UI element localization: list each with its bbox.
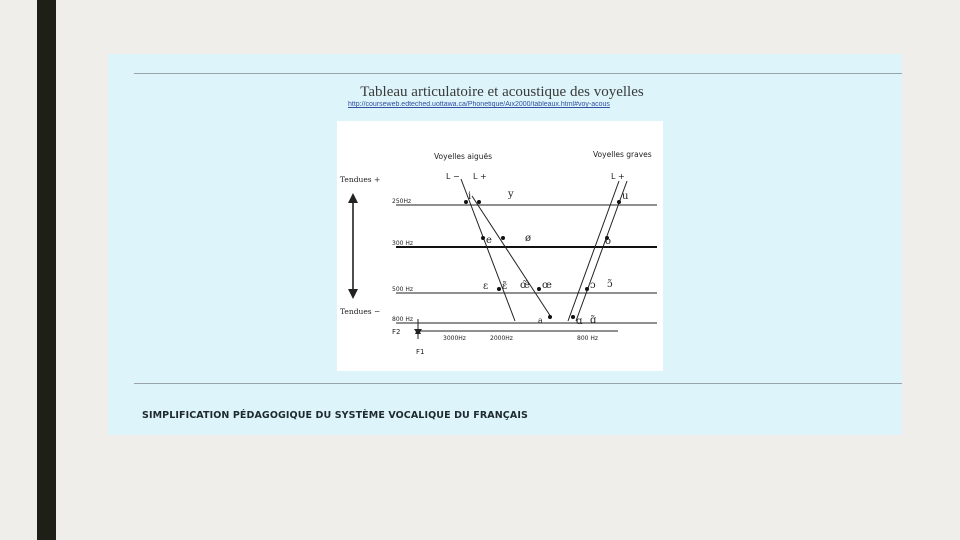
vowel-e: e bbox=[486, 235, 492, 246]
vowel-points bbox=[464, 200, 621, 319]
point-y bbox=[477, 200, 481, 204]
slide-title: Tableau articulatoire et acoustique des voyelles bbox=[360, 84, 644, 100]
f2-tick-3000: 3000Hz bbox=[443, 335, 466, 342]
lip-label-3: L + bbox=[611, 172, 625, 181]
f1-tick-800: 800 Hz bbox=[392, 316, 414, 323]
vowel-alpha-nasal: ɑ̃ bbox=[590, 315, 597, 326]
slide-image bbox=[108, 54, 902, 435]
lip-label-2: L + bbox=[473, 172, 487, 181]
vowel-y: y bbox=[508, 189, 514, 200]
vowel-open-o: ɔ bbox=[590, 280, 596, 291]
point-u bbox=[617, 200, 621, 204]
lip-label-1: L − bbox=[446, 172, 460, 181]
slide-caption: SIMPLIFICATION PÉDAGOGIQUE DU SYSTÈME VOCALIQUE DU FRANÇAIS bbox=[142, 410, 528, 421]
line-back bbox=[568, 181, 619, 321]
header-grave: Voyelles graves bbox=[593, 150, 652, 159]
f2-tick-2000: 2000Hz bbox=[490, 335, 513, 342]
f1-tick-250: 250Hz bbox=[392, 198, 412, 205]
point-o-slash bbox=[501, 236, 505, 240]
f1-tick-300: 300 Hz bbox=[392, 240, 414, 247]
left-accent-bar bbox=[37, 0, 56, 540]
vowel-u: u bbox=[622, 191, 629, 202]
line-rounded-front bbox=[472, 196, 551, 317]
vowel-labels bbox=[468, 189, 629, 327]
point-e bbox=[481, 236, 485, 240]
vowel-epsilon: ɛ bbox=[483, 281, 489, 292]
tension-arrow-down bbox=[348, 289, 358, 299]
vowel-diagram-panel bbox=[337, 121, 663, 371]
f2-tick-800: 800 Hz bbox=[577, 335, 599, 342]
tension-plus-label: Tendues + bbox=[340, 175, 381, 184]
vowel-o: o bbox=[605, 236, 612, 247]
header-acute: Voyelles aiguës bbox=[434, 152, 492, 161]
top-divider bbox=[134, 73, 902, 74]
tension-minus-label: Tendues − bbox=[340, 307, 381, 316]
vowel-epsilon-nasal: ɛ̃ bbox=[502, 281, 508, 292]
vowel-a: a bbox=[538, 316, 543, 325]
axis-f2-label: F2 bbox=[392, 328, 401, 336]
point-epsilon bbox=[497, 287, 501, 291]
point-a bbox=[548, 315, 552, 319]
point-oe bbox=[537, 287, 541, 291]
f1-tick-500: 500 Hz bbox=[392, 286, 414, 293]
vowel-oe-nasal: œ̃ bbox=[520, 280, 530, 291]
tension-arrow-up bbox=[348, 193, 358, 203]
bottom-divider bbox=[134, 383, 902, 384]
vowel-o-slash: ø bbox=[525, 233, 532, 244]
point-alpha bbox=[571, 315, 575, 319]
vowel-diagram bbox=[337, 121, 663, 371]
source-link[interactable]: http://courseweb.edteched.uottawa.ca/Phonetique/Aix2000/tableaux.html#voy-acous bbox=[348, 101, 610, 108]
vowel-i: i bbox=[468, 191, 472, 202]
point-open-o bbox=[585, 287, 589, 291]
vowel-alpha: ɑ bbox=[576, 316, 583, 327]
vowel-oe: œ bbox=[542, 280, 552, 291]
vowel-open-o-nasal: ɔ̃ bbox=[607, 279, 613, 290]
axis-f1-label: F1 bbox=[416, 348, 425, 356]
